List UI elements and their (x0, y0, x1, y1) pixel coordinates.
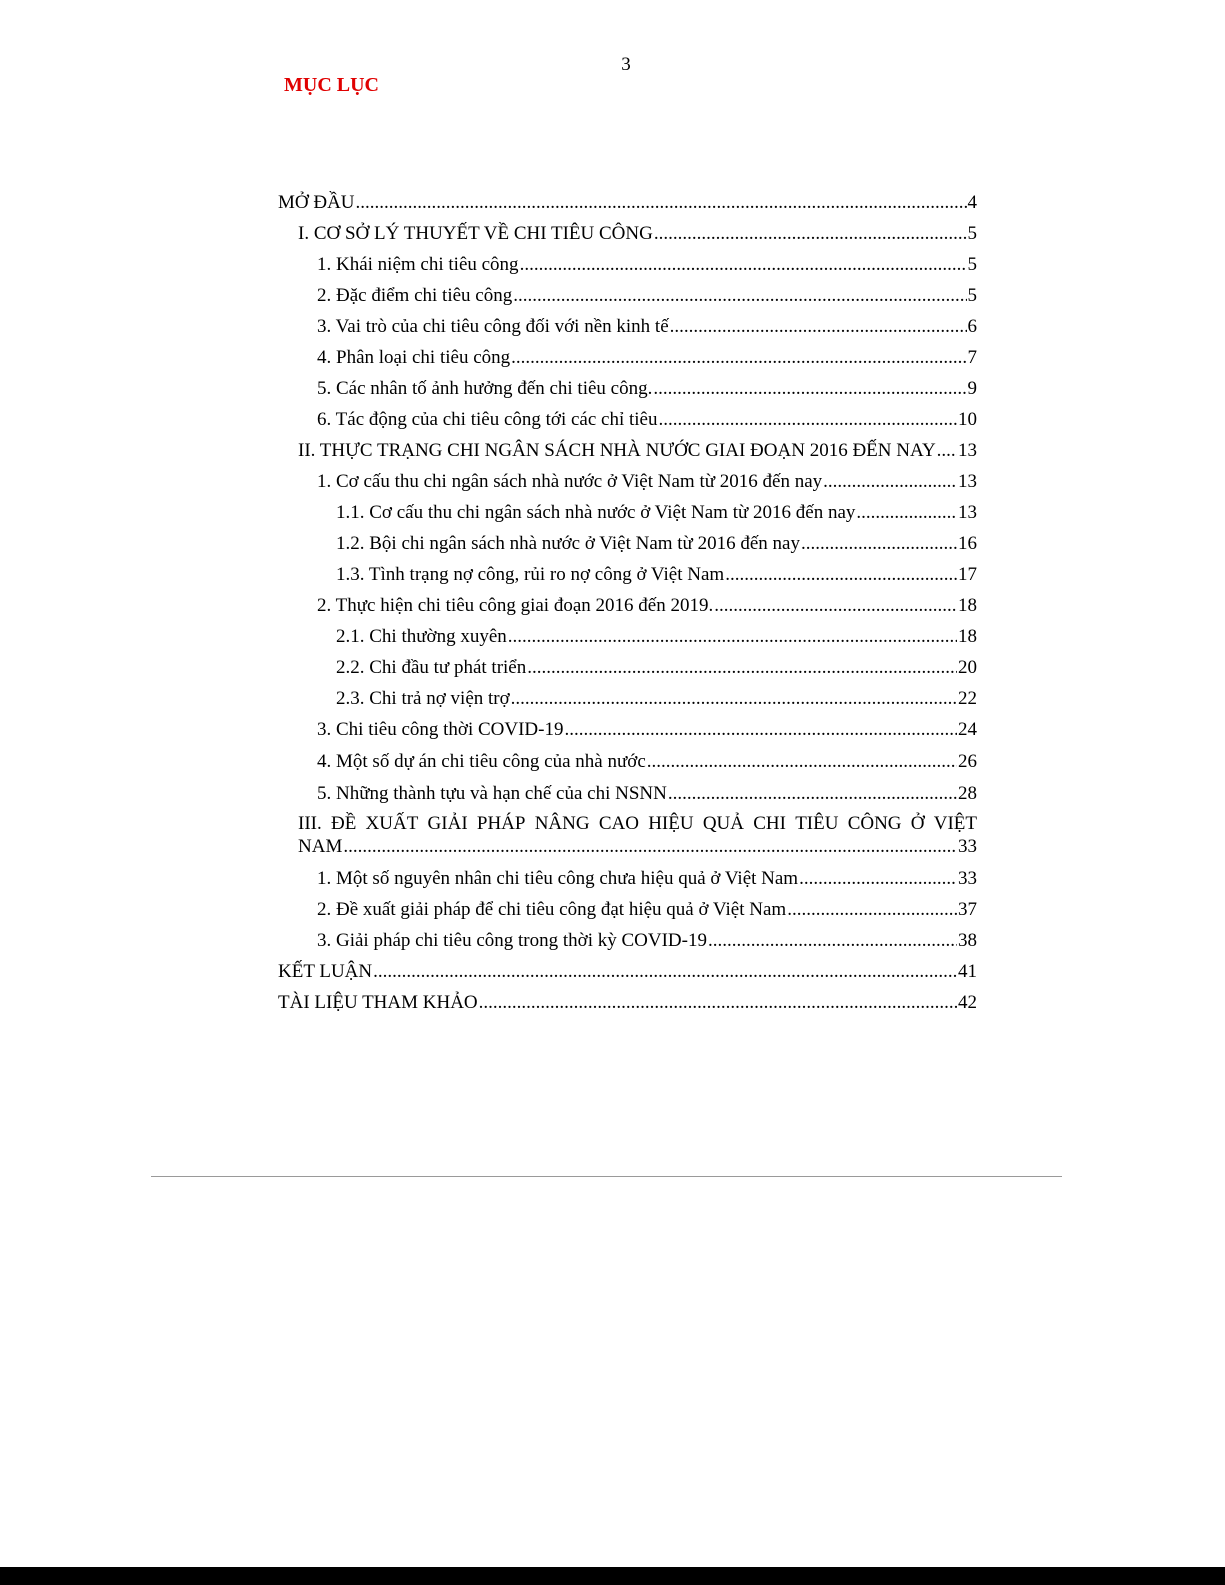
toc-entry[interactable] (317, 928, 977, 954)
toc-entry-label: MỞ ĐẦU (278, 192, 355, 213)
toc-entry-page: 18 (958, 626, 977, 647)
dot-leader (856, 500, 957, 526)
toc-entry-page: 13 (958, 440, 977, 461)
dot-leader (511, 686, 957, 712)
toc-entry-label: 1.2. Bội chi ngân sách nhà nước ở Việt Nam từ 2016 đến nay (336, 533, 800, 554)
toc-entry-label: KẾT LUẬN (278, 961, 373, 982)
toc-entry[interactable] (317, 593, 977, 619)
toc-entry[interactable] (317, 781, 977, 807)
dot-leader (564, 717, 957, 743)
word: NÂNG (534, 813, 590, 834)
toc-entry-page: 28 (958, 783, 977, 804)
toc-entry-label: 1.3. Tình trạng nợ công, rủi ro nợ công ở Việt Nam (336, 564, 725, 585)
toc-entry[interactable] (317, 376, 977, 402)
word: XUẤT (365, 813, 419, 834)
dot-leader (823, 469, 957, 495)
toc-entry[interactable] (336, 531, 977, 557)
word: III. (298, 813, 322, 834)
dot-leader (511, 345, 966, 371)
toc-entry-label: NAM (298, 836, 343, 857)
dot-leader (799, 866, 957, 892)
toc-entry-page: 18 (958, 595, 977, 616)
dot-leader (479, 990, 957, 1016)
toc-entry-label: 2. Đặc điểm chi tiêu công (317, 285, 513, 306)
toc-entry-page: 26 (958, 751, 977, 772)
toc-entry-label: 2.2. Chi đầu tư phát triển (336, 657, 527, 678)
word: VIỆT (933, 813, 977, 834)
toc-entry[interactable] (317, 866, 977, 892)
toc-entry-page: 5 (967, 254, 977, 275)
word: QUẢ (702, 813, 744, 834)
toc-entry-page: 5 (967, 223, 977, 244)
toc-entry-label: 1. Cơ cấu thu chi ngân sách nhà nước ở Việt Nam từ 2016 đến nay (317, 471, 823, 492)
toc-entry-label: TÀI LIỆU THAM KHẢO (278, 992, 478, 1013)
dot-leader (520, 252, 967, 278)
toc-entry[interactable] (278, 190, 977, 216)
toc-entry-page: 33 (958, 868, 977, 889)
dot-leader (708, 928, 957, 954)
toc-entry-page: 38 (958, 930, 977, 951)
dot-leader (937, 438, 957, 464)
toc-entry-page: 22 (958, 688, 977, 709)
toc-entry-page: 10 (958, 409, 977, 430)
toc-entry-page: 4 (967, 192, 977, 213)
toc-entry[interactable] (317, 469, 977, 495)
dot-leader (801, 531, 957, 557)
toc-entry-page: 37 (958, 899, 977, 920)
dot-leader (668, 781, 957, 807)
toc-entry[interactable] (336, 624, 977, 650)
toc-entry-label: 2. Đề xuất giải pháp để chi tiêu công đạt hiệu quả ở Việt Nam (317, 899, 787, 920)
toc-entry-label: 6. Tác động của chi tiêu công tới các chỉ tiêu (317, 409, 658, 430)
toc-entry-page: 13 (958, 471, 977, 492)
toc-entry-page: 17 (958, 564, 977, 585)
toc-entry-page: 16 (958, 533, 977, 554)
page-number: 3 (621, 54, 631, 75)
word: Ở (910, 813, 925, 834)
toc-entry-page: 5 (967, 285, 977, 306)
toc-entry[interactable] (317, 749, 977, 775)
toc-entry-label: II. THỰC TRẠNG CHI NGÂN SÁCH NHÀ NƯỚC GIAI ĐOẠN 2016 ĐẾN NAY (298, 440, 936, 461)
toc-entry-page: 24 (958, 719, 977, 740)
toc-entry[interactable] (298, 221, 977, 247)
toc-entry[interactable] (336, 500, 977, 526)
dot-leader (527, 655, 957, 681)
toc-entry-page: 20 (958, 657, 977, 678)
word: TIÊU (795, 813, 839, 834)
toc-entry-label: 5. Những thành tựu và hạn chế của chi NSNN (317, 783, 667, 804)
toc-entry-label: 1. Một số nguyên nhân chi tiêu công chưa hiệu quả ở Việt Nam (317, 868, 799, 889)
toc-entry[interactable] (336, 686, 977, 712)
word: PHÁP (476, 813, 526, 834)
toc-entry[interactable] (317, 252, 977, 278)
toc-entry[interactable] (317, 407, 977, 433)
toc-entry[interactable] (278, 990, 977, 1016)
toc-entry-page: 33 (958, 836, 977, 857)
word: ĐỀ (330, 813, 357, 834)
toc-entry-label: 2.1. Chi thường xuyên (336, 626, 507, 647)
dot-leader (787, 897, 957, 923)
dot-leader (356, 190, 967, 216)
dot-leader (659, 407, 958, 433)
toc-entry[interactable] (336, 562, 977, 588)
toc-entry-label: 3. Chi tiêu công thời COVID-19 (317, 719, 564, 740)
toc-entry[interactable] (317, 283, 977, 309)
dot-leader (725, 562, 957, 588)
toc-entry[interactable] (317, 345, 977, 371)
toc-entry[interactable] (317, 897, 977, 923)
toc-entry-page: 13 (958, 502, 977, 523)
dot-leader (714, 593, 957, 619)
toc-entry-label: 2.3. Chi trả nợ viện trợ (336, 688, 510, 709)
dot-leader (343, 834, 957, 860)
toc-title: MỤC LỤC (284, 74, 379, 96)
word: CHI (753, 813, 786, 834)
word: GIẢI (427, 813, 468, 834)
dot-leader (513, 283, 966, 309)
toc-entry-page: 6 (967, 316, 977, 337)
dot-leader (670, 314, 967, 340)
toc-entry[interactable] (336, 655, 977, 681)
toc-entry[interactable] (298, 438, 977, 464)
toc-entry[interactable] (278, 959, 977, 985)
toc-entry[interactable] (317, 314, 977, 340)
toc-entry-label: 3. Giải pháp chi tiêu công trong thời kỳ COVID-19 (317, 930, 707, 951)
toc-entry-page: 9 (967, 378, 977, 399)
word: HIỆU (648, 813, 694, 834)
dot-leader (373, 959, 957, 985)
toc-entry-page: 42 (958, 992, 977, 1013)
bottom-edge-bar (0, 1567, 1225, 1585)
dot-leader (653, 376, 966, 402)
toc-entry-label: 1.1. Cơ cấu thu chi ngân sách nhà nước ở Việt Nam từ 2016 đến nay (336, 502, 856, 523)
toc-entry-label: 1. Khái niệm chi tiêu công (317, 254, 519, 275)
toc-entry[interactable] (298, 834, 977, 860)
page-divider (151, 1176, 1062, 1177)
toc-entry-label: 3. Vai trò của chi tiêu công đối với nền kinh tế (317, 316, 669, 337)
dot-leader (508, 624, 957, 650)
word: CÔNG (847, 813, 902, 834)
toc-entry[interactable] (317, 717, 977, 743)
dot-leader (647, 749, 957, 775)
toc-entry-page: 41 (958, 961, 977, 982)
toc-entry-label: 2. Thực hiện chi tiêu công giai đoạn 2016 đến 2019. (317, 595, 714, 616)
dot-leader (654, 221, 967, 247)
toc-entry-label: 5. Các nhân tố ảnh hưởng đến chi tiêu công. (317, 378, 653, 399)
toc-entry-label: 4. Phân loại chi tiêu công (317, 347, 511, 368)
toc-entry-label: I. CƠ SỞ LÝ THUYẾT VỀ CHI TIÊU CÔNG (298, 223, 653, 244)
toc-entry-page: 7 (967, 347, 977, 368)
toc-entry-label: 4. Một số dự án chi tiêu công của nhà nước (317, 751, 646, 772)
word: CAO (598, 813, 639, 834)
